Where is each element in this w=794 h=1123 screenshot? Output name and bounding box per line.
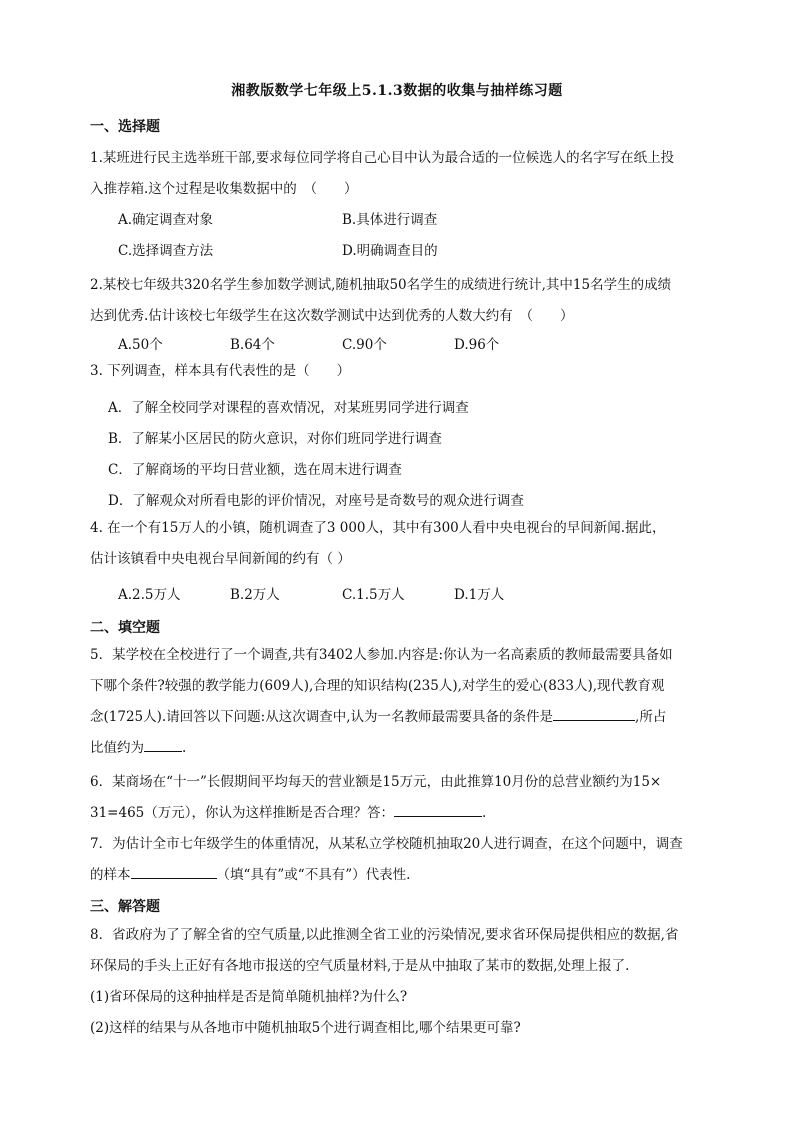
question-2-option-c: C.90个: [342, 337, 387, 353]
question-5-answer-blank-2[interactable]: [144, 736, 182, 752]
question-7-line-2-tail: （填“具有”或“不具有”）代表性.: [216, 867, 411, 883]
question-6-line-2: [90, 798, 710, 829]
question-1-option-b: B.具体进行调查: [342, 212, 438, 228]
question-6-answer-blank[interactable]: [394, 801, 482, 817]
question-4-option-b: B.2万人: [230, 587, 280, 603]
question-7-line-1: 7．为估计全市七年级学生的体重情况，从某私立学校随机抽取20人进行调查，在这个问题中，调查: [90, 836, 683, 852]
question-5-line-4-tail: .: [182, 740, 187, 756]
question-7-answer-blank[interactable]: [131, 863, 217, 879]
question-4-option-a: A.2.5万人: [118, 587, 181, 603]
question-7-line-2-text: 的样本: [90, 867, 131, 883]
question-7: [90, 829, 710, 891]
question-3-option-b: B．了解某小区居民的防火意识，对你们班同学进行调查: [108, 431, 442, 447]
section-heading-fill-in: 二、填空题: [90, 620, 160, 636]
question-5-line-3-text: 念(1725人).请回答以下问题:从这次调查中,认为一名教师最需要具备的条件是: [90, 709, 554, 725]
question-2-line-1: 2.某校七年级共320名学生参加数学测试,随机抽取50名学生的成绩进行统计,其中15名学生的成绩: [90, 277, 672, 293]
question-5-line-4: [90, 733, 710, 764]
question-1: [90, 143, 710, 205]
question-8-line-1: 8．省政府为了了解全省的空气质量,以此推测全省工业的污染情况,要求省环保局提供相应的数据,省: [90, 927, 679, 943]
question-8-sub-1: (1)省环保局的这种抽样是否是简单随机抽样?为什么?: [90, 989, 408, 1005]
question-1-line-1: 1.某班进行民主选举班干部,要求每位同学将自己心目中认为最合适的一位候选人的名字写在纸上投: [90, 150, 675, 166]
question-6-line-2-tail: .: [482, 805, 487, 821]
question-6-line-2-text: 31=465（万元），你认为这样推断是否合理？答：: [90, 805, 395, 821]
question-8: [90, 920, 710, 1044]
question-2-option-a: A.50个: [118, 337, 163, 353]
question-1-option-a: A.确定调查对象: [118, 212, 214, 228]
question-2-option-d: D.96个: [454, 337, 500, 353]
question-3-stem: 3. 下列调查，样本具有代表性的是（ ）: [90, 363, 351, 379]
question-2-line-2: 达到优秀.估计该校七年级学生在这次数学测试中达到优秀的人数大约有 （ ）: [90, 308, 574, 324]
question-4-line-1: 4. 在一个有15万人的小镇，随机调查了3 000人，其中有300人看中央电视台的早间新闻.据此，: [90, 520, 666, 536]
question-1-line-2: 入推荐箱.这个过程是收集数据中的 （ ）: [90, 181, 358, 197]
question-2: [90, 270, 710, 332]
question-6: [90, 767, 710, 829]
question-1-option-c: C.选择调查方法: [118, 243, 214, 259]
question-8-line-2: 环保局的手头上正好有各地市报送的空气质量材料,于是从中抽取了某市的数据,处理上报了.: [90, 958, 630, 974]
question-4: [90, 513, 710, 575]
question-5-answer-blank-1[interactable]: [553, 705, 635, 721]
question-5-line-3: [90, 702, 710, 733]
question-5: [90, 640, 710, 764]
question-7-line-2: [90, 860, 710, 891]
question-4-option-d: D.1万人: [454, 587, 505, 603]
section-heading-solution: 三、解答题: [90, 899, 160, 915]
page-title: 湘教版数学七年级上5.1.3数据的收集与抽样练习题: [231, 83, 563, 99]
question-4-line-2: 估计该镇看中央电视台早间新闻的约有（ ）: [90, 551, 351, 567]
question-8-sub-2: (2)这样的结果与从各地市中随机抽取5个进行调查相比,哪个结果更可靠?: [90, 1020, 521, 1036]
question-1-option-d: D.明确调查目的: [342, 243, 438, 259]
question-5-line-4-text: 比值约为: [90, 740, 144, 756]
question-5-line-2: 下哪个条件?较强的教学能力(609人),合理的知识结构(235人),对学生的爱心(833人),现代教育观: [90, 678, 665, 694]
question-2-option-b: B.64个: [230, 337, 275, 353]
question-5-line-1: 5．某学校在全校进行了一个调查,共有3402人参加.内容是:你认为一名高素质的教师最需要具备如: [90, 647, 673, 663]
question-3-option-c: C．了解商场的平均日营业额，选在周末进行调查: [108, 462, 402, 478]
question-3-option-d: D．了解观众对所看电影的评价情况，对座号是奇数号的观众进行调查: [108, 493, 524, 509]
question-3: [90, 356, 710, 387]
question-6-line-1: 6．某商场在“十一”长假期间平均每天的营业额是15万元，由此推算10月份的总营业额约为15×: [90, 774, 662, 790]
question-5-line-3-tail: ,所占: [635, 709, 667, 725]
section-heading-choice: 一、选择题: [90, 119, 160, 135]
question-3-option-a: A．了解全校同学对课程的喜欢情况，对某班男同学进行调查: [108, 400, 469, 416]
question-4-option-c: C.1.5万人: [342, 587, 405, 603]
